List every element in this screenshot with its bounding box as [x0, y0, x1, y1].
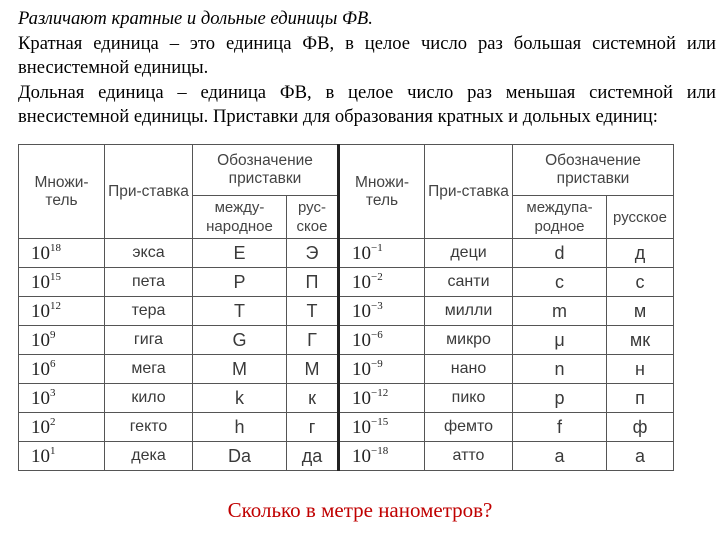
prefix-cell: санти	[425, 268, 513, 297]
prefix-table	[18, 144, 674, 471]
prefix-cell: гига	[105, 326, 193, 355]
rus-symbol-cell: Э	[287, 239, 339, 268]
multiplier-cell: $10^{-3}$	[339, 297, 425, 326]
rus-symbol-cell: М	[287, 355, 339, 384]
multiplier-cell: $10^{-15}$	[339, 413, 425, 442]
rus-symbol-cell: мк	[607, 326, 674, 355]
intl-symbol-cell: m	[513, 297, 607, 326]
intl-symbol-cell: E	[193, 239, 287, 268]
table-row	[19, 355, 674, 384]
intl-symbol-cell: p	[513, 384, 607, 413]
rus-symbol-cell: п	[607, 384, 674, 413]
multiplier-cell: $10^{-1}$	[339, 239, 425, 268]
prefix-cell: микро	[425, 326, 513, 355]
multiplier-cell: $10^{15}$	[19, 268, 105, 297]
prefix-cell: пико	[425, 384, 513, 413]
prefix-cell: гекто	[105, 413, 193, 442]
multiplier-cell: $10^{12}$	[19, 297, 105, 326]
intl-symbol-cell: k	[193, 384, 287, 413]
multiplier-cell: $10^{18}$	[19, 239, 105, 268]
table-row	[19, 326, 674, 355]
intl-symbol-cell: T	[193, 297, 287, 326]
intl-symbol-cell: M	[193, 355, 287, 384]
multiplier-cell: $10^{-9}$	[339, 355, 425, 384]
intl-symbol-cell: d	[513, 239, 607, 268]
header-rus-right: русское	[607, 196, 674, 239]
question-text: Сколько в метре нанометров?	[227, 498, 493, 522]
header-designation-right: Обозначение приставки	[513, 145, 674, 196]
rus-symbol-cell: ф	[607, 413, 674, 442]
submultiple-unit-definition: Дольная единица – единица ФВ, в целое число раз меньшая системной или внесистемной единицы. Приставки для образования кратных и дольных единиц:	[18, 81, 716, 127]
prefix-cell: дека	[105, 442, 193, 471]
intl-symbol-cell: P	[193, 268, 287, 297]
intro-heading: Различают кратные и дольные единицы ФВ.	[18, 8, 373, 29]
table-row	[19, 297, 674, 326]
intl-symbol-cell: c	[513, 268, 607, 297]
header-intl-left: между-народное	[193, 196, 287, 239]
rus-symbol-cell: к	[287, 384, 339, 413]
rus-symbol-cell: Г	[287, 326, 339, 355]
table-row	[19, 413, 674, 442]
prefix-cell: кило	[105, 384, 193, 413]
rus-symbol-cell: с	[607, 268, 674, 297]
multiplier-cell: $10^2$	[19, 413, 105, 442]
intl-symbol-cell: G	[193, 326, 287, 355]
rus-symbol-cell: н	[607, 355, 674, 384]
multiplier-cell: $10^9$	[19, 326, 105, 355]
intl-symbol-cell: n	[513, 355, 607, 384]
intl-symbol-cell: a	[513, 442, 607, 471]
rus-symbol-cell: П	[287, 268, 339, 297]
prefix-cell: пета	[105, 268, 193, 297]
table-row	[19, 442, 674, 471]
header-prefix-right: При-ставка	[425, 145, 513, 239]
rus-symbol-cell: а	[607, 442, 674, 471]
header-intl-right: междупа-родное	[513, 196, 607, 239]
rus-symbol-cell: г	[287, 413, 339, 442]
header-designation-left: Обозначение приставки	[193, 145, 339, 196]
multiplier-cell: $10^{-6}$	[339, 326, 425, 355]
intl-symbol-cell: f	[513, 413, 607, 442]
rus-symbol-cell: да	[287, 442, 339, 471]
header-multiplier-right: Множи-тель	[339, 145, 425, 239]
header-rus-left: рус-ское	[287, 196, 339, 239]
multiplier-cell: $10^1$	[19, 442, 105, 471]
prefix-cell: фемто	[425, 413, 513, 442]
prefix-cell: деци	[425, 239, 513, 268]
table-row	[19, 268, 674, 297]
multiplier-cell: $10^3$	[19, 384, 105, 413]
multiple-unit-definition: Кратная единица – это единица ФВ, в целое число раз большая системной или внесистемной единицы.	[18, 32, 716, 78]
rus-symbol-cell: Т	[287, 297, 339, 326]
intro-text	[18, 7, 716, 130]
table-row	[19, 384, 674, 413]
table-row	[19, 239, 674, 268]
prefix-cell: тера	[105, 297, 193, 326]
prefix-cell: атто	[425, 442, 513, 471]
multiplier-cell: $10^{-2}$	[339, 268, 425, 297]
rus-symbol-cell: м	[607, 297, 674, 326]
multiplier-cell: $10^6$	[19, 355, 105, 384]
prefix-cell: экса	[105, 239, 193, 268]
prefix-cell: милли	[425, 297, 513, 326]
prefix-cell: нано	[425, 355, 513, 384]
intl-symbol-cell: h	[193, 413, 287, 442]
multiplier-cell: $10^{-12}$	[339, 384, 425, 413]
header-multiplier-left: Множи-тель	[19, 145, 105, 239]
multiplier-cell: $10^{-18}$	[339, 442, 425, 471]
intl-symbol-cell: Da	[193, 442, 287, 471]
rus-symbol-cell: д	[607, 239, 674, 268]
prefix-cell: мега	[105, 355, 193, 384]
intl-symbol-cell: μ	[513, 326, 607, 355]
header-prefix-left: При-ставка	[105, 145, 193, 239]
